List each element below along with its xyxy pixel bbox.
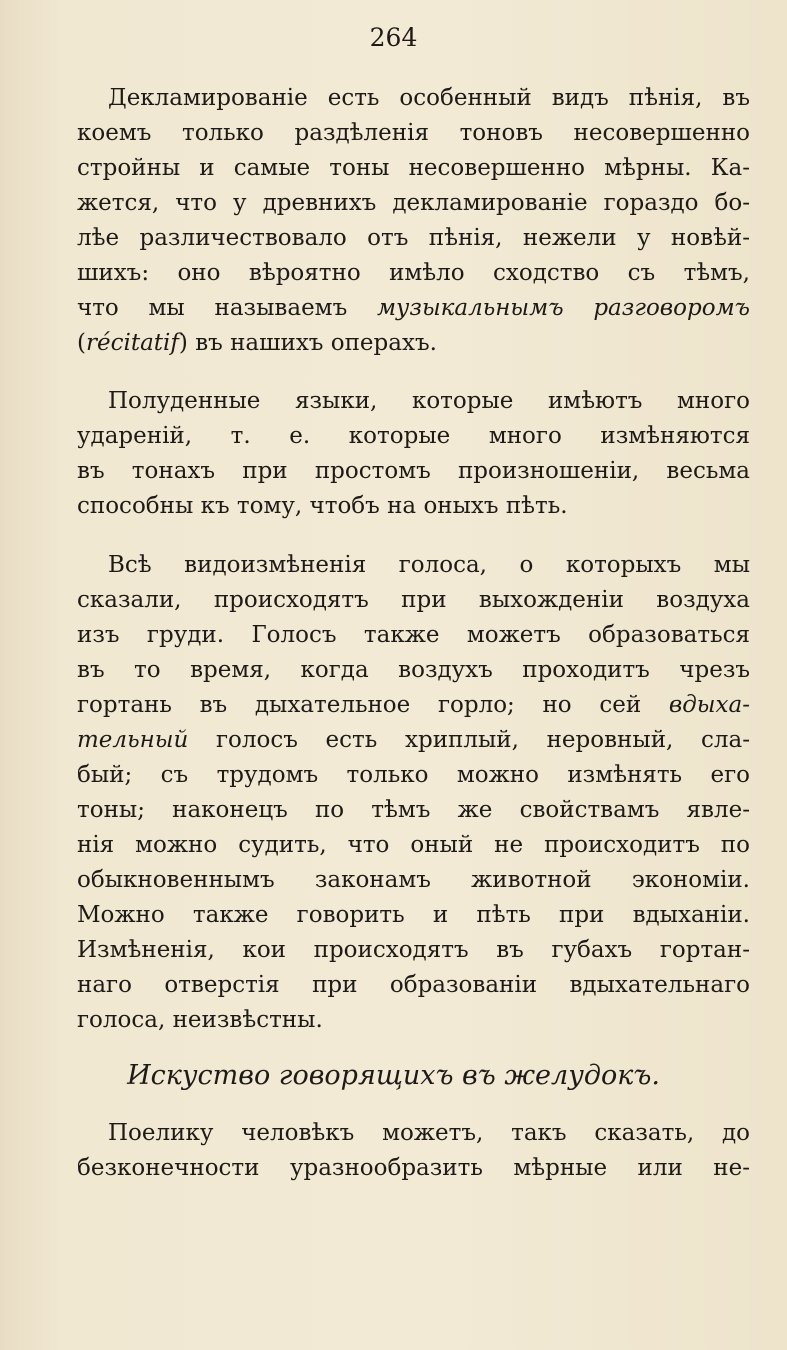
paragraph-3-line-6 bbox=[77, 722, 750, 758]
paragraph-2-line-4: способны къ тому, чтобъ на оныхъ пѣть. bbox=[77, 493, 568, 519]
inhalation-term-part-2: тельный bbox=[77, 727, 189, 753]
paragraph-3-line-7: бый; съ трудомъ только можно измѣнять его bbox=[77, 762, 750, 788]
paragraph-3-line-3: изъ груди. Голосъ также можетъ образоваться bbox=[77, 622, 750, 648]
musical-conversation-term: музыкальнымъ разговоромъ bbox=[376, 295, 750, 321]
paragraph-3-line-1: Всѣ видоизмѣненія голоса, о которыхъ мы bbox=[108, 552, 750, 578]
page-number: 264 bbox=[369, 23, 418, 52]
paragraph-3-line-4: въ то время, когда воздухъ проходитъ чрезъ bbox=[77, 657, 750, 683]
section-heading: Искуство говорящихъ въ желудокъ. bbox=[127, 1060, 660, 1091]
paragraph-3-line-11: Можно также говорить и пѣть при вдыханіи. bbox=[77, 902, 750, 928]
paragraph-3-line-9: нія можно судить, что оный не происходитъ по bbox=[77, 832, 750, 858]
paragraph-3-line-12: Измѣненія, кои происходятъ въ губахъ гортан- bbox=[77, 937, 750, 963]
paragraph-1-open-parenthesis: ( bbox=[77, 330, 86, 356]
paragraph-2-line-3: въ тонахъ при простомъ произношеніи, весьма bbox=[77, 458, 750, 484]
paragraph-2-line-1: Полуденные языки, которые имѣютъ много bbox=[108, 388, 750, 414]
paragraph-3-line-5-plain: гортань въ дыхательное горло; но сей bbox=[77, 692, 642, 718]
paragraph-1-line-7-plain: что мы называемъ bbox=[77, 295, 348, 321]
paragraph-3-line-2: сказали, происходятъ при выхожденіи воздуха bbox=[77, 587, 750, 613]
paragraph-3-line-8: тоны; наконецъ по тѣмъ же свойствамъ явле- bbox=[77, 797, 750, 823]
paragraph-1-line-3: стройны и самые тоны несовершенно мѣрны. Ка- bbox=[77, 155, 750, 181]
paragraph-3-line-6-plain: голосъ есть хриплый, неровный, сла- bbox=[216, 727, 751, 753]
paragraph-1-line-1: Декламированіе есть особенный видъ пѣнія, въ bbox=[108, 85, 750, 111]
paragraph-1-line-5: лѣе различествовало отъ пѣнія, нежели у новѣй- bbox=[77, 225, 750, 251]
paragraph-3-line-13: наго отверстія при образованіи вдыхательнаго bbox=[77, 972, 750, 998]
paragraph-2-line-2: удареній, т. е. которые много измѣняются bbox=[77, 423, 750, 449]
paragraph-1-line-7 bbox=[77, 290, 750, 326]
paragraph-4-line-2: безконечности уразнообразить мѣрные или не- bbox=[77, 1155, 750, 1181]
paragraph-4-line-1: Поелику человѣкъ можетъ, такъ сказать, до bbox=[108, 1120, 750, 1146]
paragraph-1-line-8 bbox=[77, 325, 750, 361]
paragraph-3-line-10: обыкновеннымъ законамъ животной экономіи. bbox=[77, 867, 750, 893]
recitatif-term: récitatif bbox=[85, 330, 179, 356]
paragraph-1-line-6: шихъ: оно вѣроятно имѣло сходство съ тѣмъ, bbox=[77, 260, 750, 286]
paragraph-1-line-4: жется, что у древнихъ декламированіе гораздо бо- bbox=[77, 190, 750, 216]
inhalation-term-part-1: вдыха- bbox=[668, 692, 750, 718]
paragraph-1-line-8-rest: ) въ нашихъ операхъ. bbox=[178, 330, 437, 356]
paragraph-3-line-5 bbox=[77, 687, 750, 723]
paragraph-1-line-2: коемъ только раздѣленія тоновъ несовершенно bbox=[77, 120, 750, 146]
paragraph-3-line-14: голоса, неизвѣстны. bbox=[77, 1007, 323, 1033]
